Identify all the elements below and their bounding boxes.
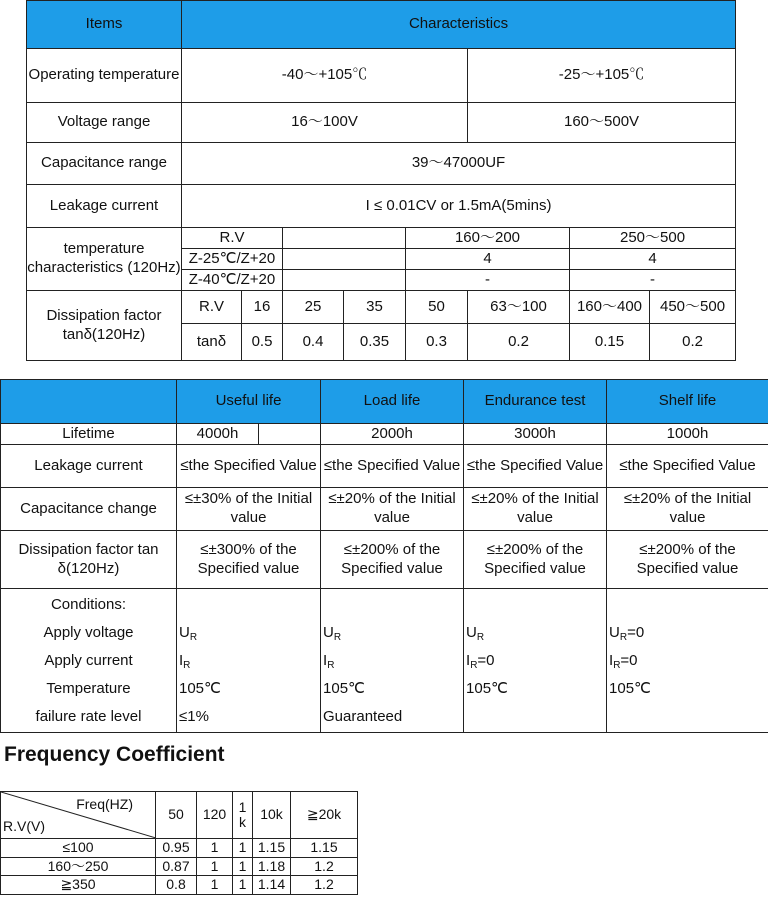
- freq-column: ≧20k: [291, 792, 358, 839]
- dissipation-tan-label: tanδ: [182, 324, 242, 361]
- temp-row-name: Z-25℃/Z+20: [182, 249, 283, 270]
- temp-row-name: Z-40℃/Z+20: [182, 270, 283, 291]
- cap-change-endurance: ≤±20% of the Initial value: [464, 488, 607, 531]
- freq-cell: 1: [233, 857, 253, 876]
- conditions-title: Conditions:: [50, 595, 127, 613]
- freq-row-rv: 160～250: [1, 857, 156, 876]
- frequency-coefficient-title: Frequency Coefficient: [4, 743, 225, 766]
- useful-life-header: Useful life: [177, 380, 321, 424]
- dissipation-load: ≤±200% of the Specified value: [321, 531, 464, 589]
- freq-cell: 1.2: [291, 876, 358, 895]
- dissipation-value: 0.2: [650, 324, 736, 361]
- dissipation-voltage: 25: [283, 291, 344, 324]
- conditions-labels: [1, 589, 177, 733]
- voltage-range-high: 160～500V: [468, 103, 736, 143]
- dissipation-value: 0.15: [570, 324, 650, 361]
- dissipation-value: 0.3: [406, 324, 468, 361]
- endurance-current: $I_R=0$: [466, 651, 495, 671]
- temp-row-name: R.V: [182, 228, 283, 249]
- lifetime-blank: [259, 424, 321, 445]
- freq-cell: 1.14: [253, 876, 291, 895]
- freq-cell: 1: [233, 839, 253, 858]
- useful-failure: ≤1%: [179, 707, 209, 725]
- freq-cell: 1.15: [291, 839, 358, 858]
- dissipation-factor-label: Dissipation factor tanδ(120Hz): [27, 291, 182, 361]
- freq-column: 120: [197, 792, 233, 839]
- cap-change-useful: ≤±30% of the Initial value: [177, 488, 321, 531]
- temp-row-cell: 4: [406, 249, 570, 270]
- leakage-current-label: Leakage current: [27, 185, 182, 228]
- freq-cell: 1.18: [253, 857, 291, 876]
- dissipation-rv-label: R.V: [182, 291, 242, 324]
- shelf-temperature: 105℃: [609, 679, 651, 697]
- endurance-test-header: Endurance test: [464, 380, 607, 424]
- temp-row-cell: 4: [570, 249, 736, 270]
- freq-cell: 1: [197, 839, 233, 858]
- dissipation-life-label: Dissipation factor tan δ(120Hz): [1, 531, 177, 589]
- dissipation-endurance: ≤±200% of the Specified value: [464, 531, 607, 589]
- shelf-voltage: $U_R=0$: [609, 623, 645, 643]
- temp-row-cell: 160～200: [406, 228, 570, 249]
- dissipation-useful: ≤±300% of the Specified value: [177, 531, 321, 589]
- shelf-life-header: Shelf life: [607, 380, 768, 424]
- temp-row-cell: [283, 270, 406, 291]
- capacitance-range-label: Capacitance range: [27, 143, 182, 185]
- capacitance-range-value: 39～47000UF: [182, 143, 736, 185]
- voltage-range-low: 16～100V: [182, 103, 468, 143]
- life-test-table: [0, 379, 768, 733]
- freq-cell: 0.95: [156, 839, 197, 858]
- freq-column: 1k: [233, 792, 253, 839]
- conditions-useful: [177, 589, 321, 733]
- freq-label: Freq(HZ): [76, 796, 133, 812]
- endurance-failure: [466, 703, 606, 731]
- temp-row-cell: [283, 249, 406, 270]
- temp-row-cell: 250～500: [570, 228, 736, 249]
- operating-temperature-low: -40～+105℃: [182, 49, 468, 103]
- rv-label: R.V(V): [3, 817, 45, 834]
- load-temperature: 105℃: [323, 679, 365, 697]
- lifetime-label: Lifetime: [1, 424, 177, 445]
- shelf-current: $I_R=0$: [609, 651, 638, 671]
- leakage-endurance: ≤the Specified Value: [464, 445, 607, 488]
- items-header: Items: [27, 1, 182, 49]
- dissipation-voltage: 160～400: [570, 291, 650, 324]
- temperature-characteristics-label: temperature characteristics (120Hz): [27, 228, 182, 291]
- apply-voltage-label: Apply voltage: [43, 623, 134, 641]
- leakage-shelf: ≤the Specified Value: [607, 445, 768, 488]
- freq-column: 50: [156, 792, 197, 839]
- endurance-temperature: 105℃: [466, 679, 508, 697]
- leakage-label: Leakage current: [1, 445, 177, 488]
- lifetime-endurance: 3000h: [464, 424, 607, 445]
- temperature-label: Temperature: [46, 679, 131, 697]
- apply-current-label: Apply current: [44, 651, 133, 669]
- temp-row-cell: -: [570, 270, 736, 291]
- load-current: $I_R$: [323, 651, 335, 671]
- freq-cell: 1: [197, 876, 233, 895]
- life-header-blank: [1, 380, 177, 424]
- load-failure: Guaranteed: [323, 707, 403, 725]
- dissipation-voltage: 16: [242, 291, 283, 324]
- leakage-current-value: I ≤ 0.01CV or 1.5mA(5mins): [182, 185, 736, 228]
- characteristics-table: [26, 0, 736, 361]
- dissipation-voltage: 50: [406, 291, 468, 324]
- dissipation-value: 0.4: [283, 324, 344, 361]
- leakage-load: ≤the Specified Value: [321, 445, 464, 488]
- temp-row-cell: [283, 228, 406, 249]
- load-voltage: $U_R$: [323, 623, 342, 643]
- lifetime-shelf: 1000h: [607, 424, 768, 445]
- load-life-header: Load life: [321, 380, 464, 424]
- dissipation-value: 0.35: [344, 324, 406, 361]
- dissipation-voltage: 450～500: [650, 291, 736, 324]
- conditions-endurance: [464, 589, 607, 733]
- freq-row-rv: ≧350: [1, 876, 156, 895]
- freq-cell: 0.8: [156, 876, 197, 895]
- operating-temperature-label: Operating temperature: [27, 49, 182, 103]
- freq-row-rv: ≤100: [1, 839, 156, 858]
- dissipation-value: 0.2: [468, 324, 570, 361]
- conditions-load: [321, 589, 464, 733]
- freq-cell: 1.15: [253, 839, 291, 858]
- useful-current: $I_R$: [179, 651, 191, 671]
- cap-change-shelf: ≤±20% of the Initial value: [607, 488, 768, 531]
- frequency-coefficient-table: [0, 791, 358, 895]
- dissipation-value: 0.5: [242, 324, 283, 361]
- failure-rate-label: failure rate level: [35, 707, 142, 725]
- freq-cell: 1: [197, 857, 233, 876]
- lifetime-load: 2000h: [321, 424, 464, 445]
- freq-column: 10k: [253, 792, 291, 839]
- lifetime-useful: 4000h: [177, 424, 259, 445]
- endurance-voltage: $U_R$: [466, 623, 485, 643]
- conditions-shelf: [607, 589, 768, 733]
- cap-change-load: ≤±20% of the Initial value: [321, 488, 464, 531]
- freq-cell: 1: [233, 876, 253, 895]
- temp-row-cell: -: [406, 270, 570, 291]
- freq-cell: 1.2: [291, 857, 358, 876]
- useful-temperature: 105℃: [179, 679, 221, 697]
- leakage-useful: ≤the Specified Value: [177, 445, 321, 488]
- characteristics-header: Characteristics: [182, 1, 736, 49]
- freq-cell: 0.87: [156, 857, 197, 876]
- operating-temperature-high: -25～+105℃: [468, 49, 736, 103]
- dissipation-voltage: 35: [344, 291, 406, 324]
- shelf-failure: [609, 703, 768, 731]
- useful-voltage: $U_R$: [179, 623, 198, 643]
- voltage-range-label: Voltage range: [27, 103, 182, 143]
- cap-change-label: Capacitance change: [1, 488, 177, 531]
- freq-corner-header: [1, 792, 156, 839]
- dissipation-voltage: 63～100: [468, 291, 570, 324]
- dissipation-shelf: ≤±200% of the Specified value: [607, 531, 768, 589]
